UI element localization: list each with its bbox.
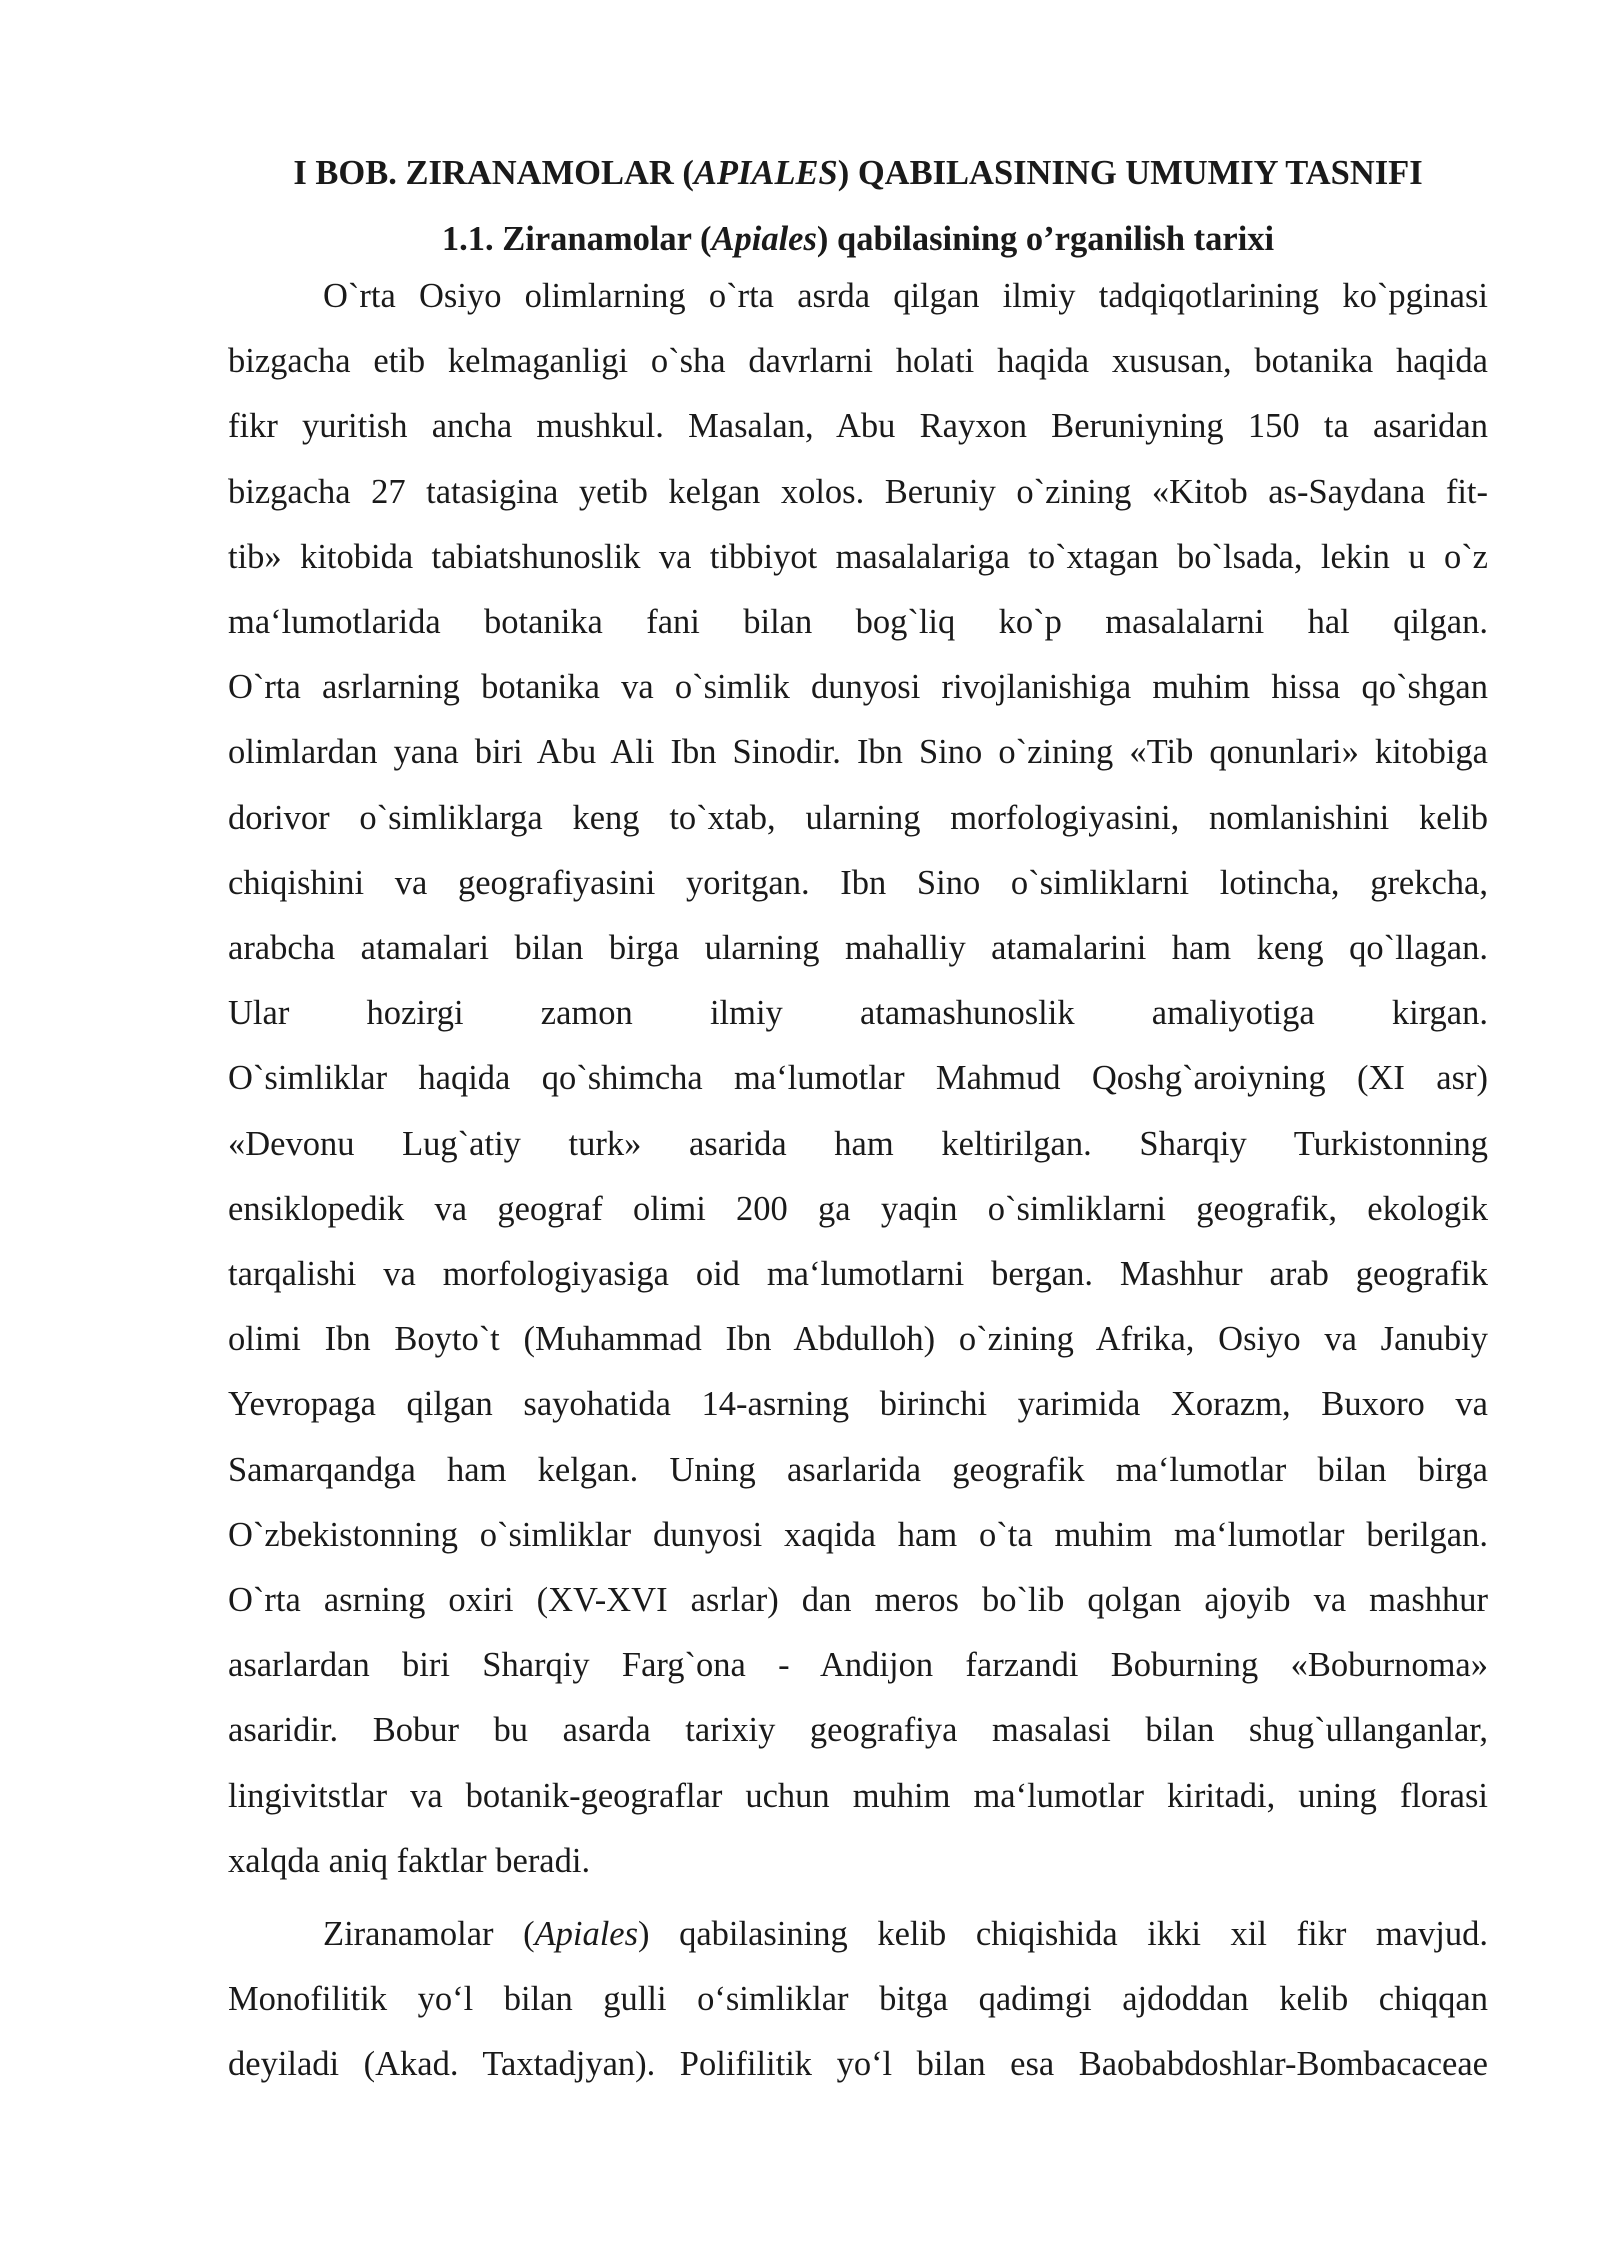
- origin-suffix: ) qabilasining kelib chiqishida ikki xil fikr mavjud.: [638, 1915, 1488, 1954]
- section-title: [228, 214, 1488, 264]
- paragraph-line: lingivitstlar va botanik-geograflar uchun muhim ma‘lumotlar kiritadi, uning florasi: [228, 1776, 1488, 1815]
- chapter-title-prefix: I BOB. ZIRANAMOLAR (: [293, 154, 694, 192]
- section-title-italic: Apiales: [711, 220, 817, 258]
- chapter-title-italic: APIALES: [693, 154, 838, 192]
- paragraph-line: dorivor o`simliklarga keng to`xtab, ularning morfologiyasini, nomlanishini kelib: [228, 798, 1488, 837]
- paragraph-origin: [228, 1902, 1488, 2098]
- paragraph-line: chiqishini va geografiyasini yoritgan. Ibn Sino o`simliklarni lotincha, grekcha,: [228, 863, 1488, 902]
- paragraph-line-with-italic: [228, 1902, 1488, 1967]
- paragraph-history: [228, 264, 1488, 1894]
- paragraph-line: xalqda aniq faktlar beradi.: [228, 1841, 591, 1880]
- paragraph-line: bizgacha 27 tatasigina yetib kelgan xolos. Beruniy o`zining «Kitob as-Saydana fit-: [228, 472, 1488, 511]
- paragraph-line: Ular hozirgi zamon ilmiy atamashunoslik amaliyotiga kirgan.: [228, 994, 1488, 1033]
- section-title-prefix: 1.1. Ziranamolar (: [441, 220, 712, 258]
- paragraph-line: arabcha atamalari bilan birga ularning mahalliy atamalarini ham keng qo`llagan.: [228, 929, 1488, 968]
- paragraph-line: ensiklopedik va geograf olimi 200 ga yaqin o`simliklarni geografik, ekologik: [228, 1189, 1488, 1228]
- paragraph-line: O`rta Osiyo olimlarning o`rta asrda qilgan ilmiy tadqiqotlarining ko`pginasi: [323, 277, 1488, 315]
- paragraph-line: deyiladi (Akad. Taxtadjyan). Polifilitik yo‘l bilan esa Baobabdoshlar-Bombacaceae: [228, 2045, 1488, 2084]
- paragraph-line: tarqalishi va morfologiyasiga oid ma‘lumotlarni bergan. Mashhur arab geografik: [228, 1255, 1488, 1294]
- paragraph-line: tib» kitobida tabiatshunoslik va tibbiyot masalalariga to`xtagan bo`lsada, lekin u o`z: [228, 537, 1488, 576]
- origin-italic: Apiales: [534, 1915, 639, 1954]
- paragraph-line: O`simliklar haqida qo`shimcha ma‘lumotlar Mahmud Qoshg`aroiyning (XI asr): [228, 1059, 1488, 1098]
- origin-prefix: Ziranamolar (: [323, 1915, 535, 1954]
- paragraph-line: asaridir. Bobur bu asarda tarixiy geografiya masalasi bilan shug`ullanganlar,: [228, 1711, 1488, 1750]
- paragraph-line: olimi Ibn Boyto`t (Muhammad Ibn Abdulloh) o`zining Afrika, Osiyo va Janubiy: [228, 1320, 1488, 1359]
- paragraph-line: asarlardan biri Sharqiy Farg`ona - Andijon farzandi Boburning «Boburnoma»: [228, 1646, 1488, 1685]
- paragraph-line: ma‘lumotlarida botanika fani bilan bog`liq ko`p masalalarni hal qilgan.: [228, 603, 1488, 642]
- paragraph-line: Samarqandga ham kelgan. Uning asarlarida geografik ma‘lumotlar bilan birga: [228, 1450, 1488, 1489]
- paragraph-line: Yevropaga qilgan sayohatida 14-asrning birinchi yarimida Xorazm, Buxoro va: [228, 1385, 1488, 1424]
- paragraph-line: O`rta asrning oxiri (XV-XVI asrlar) dan meros bo`lib qolgan ajoyib va mashhur: [228, 1581, 1488, 1620]
- paragraph-line: «Devonu Lug`atiy turk» asarida ham keltirilgan. Sharqiy Turkistonning: [228, 1124, 1488, 1163]
- paragraph-line: bizgacha etib kelmaganligi o`sha davrlarni holati haqida xususan, botanika haqida: [228, 342, 1488, 381]
- paragraph-line: O`rta asrlarning botanika va o`simlik dunyosi rivojlanishiga muhim hissa qo`shgan: [228, 668, 1488, 707]
- paragraph-line: fikr yuritish ancha mushkul. Masalan, Abu Rayxon Beruniyning 150 ta asaridan: [228, 407, 1488, 446]
- chapter-title: [228, 150, 1488, 196]
- paragraph-line: olimlardan yana biri Abu Ali Ibn Sinodir. Ibn Sino o`zining «Tib qonunlari» kitobiga: [228, 733, 1488, 772]
- paragraph-line: O`zbekistonning o`simliklar dunyosi xaqida ham o`ta muhim ma‘lumotlar berilgan.: [228, 1515, 1488, 1554]
- chapter-title-suffix: ) QABILASINING UMUMIY TASNIFI: [837, 154, 1423, 192]
- section-title-suffix: ) qabilasining o’rganilish tarixi: [816, 220, 1275, 258]
- paragraph-line: Monofilitik yo‘l bilan gulli o‘simliklar bitga qadimgi ajdoddan kelib chiqqan: [228, 1980, 1488, 2019]
